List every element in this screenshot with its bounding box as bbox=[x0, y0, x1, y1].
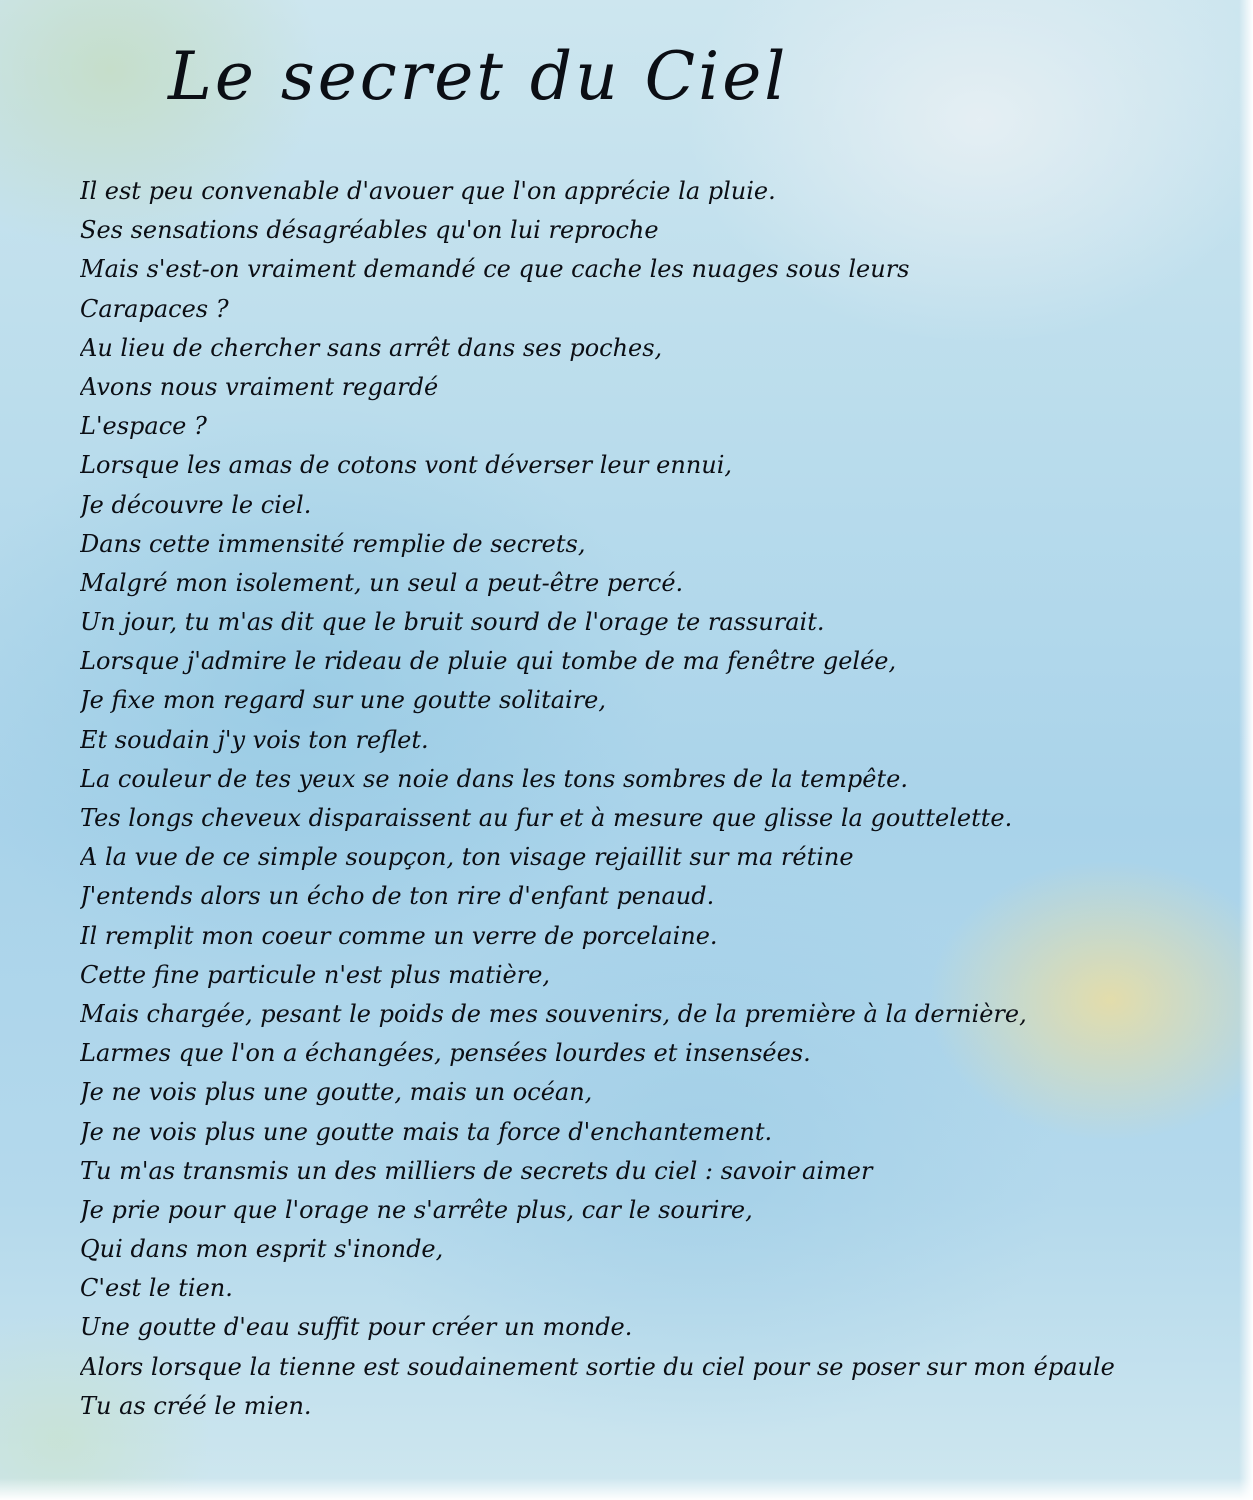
poem-line: C'est le tien. bbox=[80, 1274, 233, 1303]
poem-line: Tu as créé le mien. bbox=[80, 1391, 312, 1420]
poem-body bbox=[80, 172, 1240, 1426]
poem-line: Je ne vois plus une goutte mais ta force d'enchantement. bbox=[80, 1117, 773, 1146]
poem-line: Tu m'as transmis un des milliers de secrets du ciel : savoir aimer bbox=[80, 1156, 873, 1185]
poem-line: Mais chargée, pesant le poids de mes souvenirs, de la première à la dernière, bbox=[80, 999, 1027, 1028]
poem-line: Malgré mon isolement, un seul a peut-être percé. bbox=[80, 568, 684, 597]
page-edge bbox=[0, 1478, 1253, 1500]
poem-line: Et soudain j'y vois ton reflet. bbox=[80, 725, 429, 754]
poem-line: Une goutte d'eau suffit pour créer un monde. bbox=[80, 1313, 633, 1342]
poem-line: Il est peu convenable d'avouer que l'on apprécie la pluie. bbox=[80, 177, 776, 205]
poem-line: Carapaces ? bbox=[80, 294, 229, 323]
poem-title: Le secret du Ciel bbox=[168, 38, 789, 115]
poem-line: Je fixe mon regard sur une goutte solitaire, bbox=[80, 686, 606, 715]
poem-line: J'entends alors un écho de ton rire d'enfant penaud. bbox=[80, 882, 715, 911]
poem-line: Dans cette immensité remplie de secrets, bbox=[80, 529, 586, 558]
poem-line: Avons nous vraiment regardé bbox=[80, 372, 439, 401]
poem-line: Mais s'est-on vraiment demandé ce que cache les nuages sous leurs bbox=[80, 255, 910, 284]
page-edge bbox=[1239, 0, 1253, 1500]
poem-line: Je ne vois plus une goutte, mais un océan, bbox=[80, 1078, 593, 1107]
poem-line: Je prie pour que l'orage ne s'arrête plus, car le sourire, bbox=[80, 1195, 753, 1224]
poem-line: Larmes que l'on a échangées, pensées lourdes et insensées. bbox=[80, 1039, 811, 1068]
poem-line: Ses sensations désagréables qu'on lui reproche bbox=[80, 216, 659, 245]
poem-line: Alors lorsque la tienne est soudainement sortie du ciel pour se poser sur mon épaule bbox=[80, 1352, 1115, 1381]
poem-line: La couleur de tes yeux se noie dans les tons sombres de la tempête. bbox=[80, 764, 908, 793]
poem-line: Cette fine particule n'est plus matière, bbox=[80, 960, 551, 989]
poem-line: Qui dans mon esprit s'inonde, bbox=[80, 1235, 444, 1264]
poem-line: Lorsque j'admire le rideau de pluie qui tombe de ma fenêtre gelée, bbox=[80, 647, 897, 676]
poem-line: A la vue de ce simple soupçon, ton visage rejaillit sur ma rétine bbox=[80, 843, 854, 872]
poem-line: Lorsque les amas de cotons vont déverser leur ennui, bbox=[80, 451, 733, 480]
poem-line: Un jour, tu m'as dit que le bruit sourd de l'orage te rassurait. bbox=[80, 608, 825, 637]
poem-line: Tes longs cheveux disparaissent au fur et à mesure que glisse la gouttelette. bbox=[80, 804, 1013, 832]
poem-line: Je découvre le ciel. bbox=[80, 490, 312, 519]
poem-line: Au lieu de chercher sans arrêt dans ses poches, bbox=[80, 333, 663, 362]
poem-line: Il remplit mon coeur comme un verre de porcelaine. bbox=[80, 921, 718, 950]
poem-line: L'espace ? bbox=[80, 412, 207, 441]
